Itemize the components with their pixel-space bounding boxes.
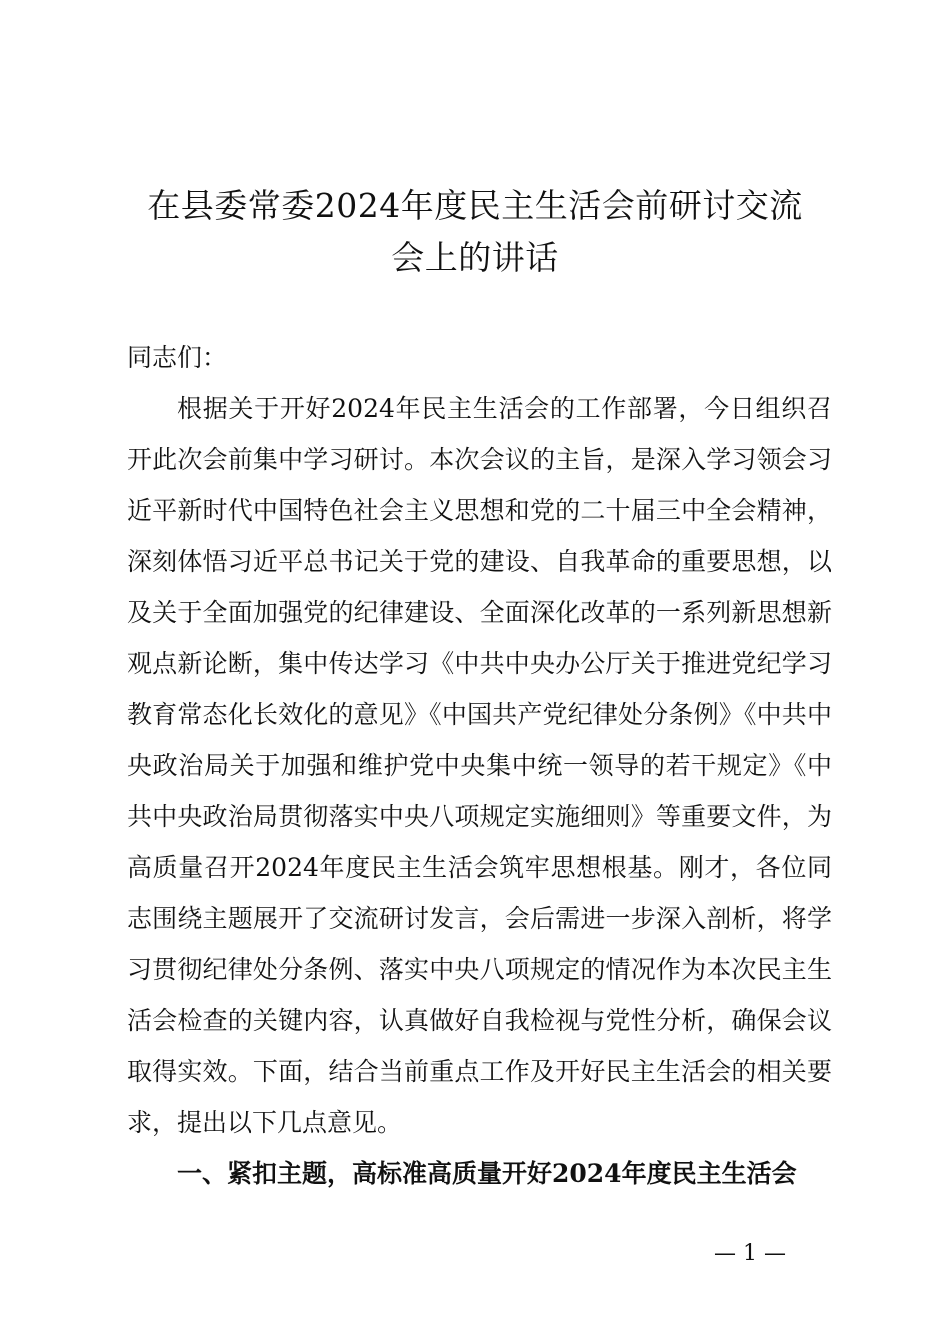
title-line-2: 会上的讲话 xyxy=(391,238,559,277)
document-body xyxy=(127,332,832,1199)
section-heading-1: 一、紧扣主题，高标准高质量开好2024年度民主生活会 xyxy=(177,1159,797,1188)
salutation: 同志们： xyxy=(127,343,228,372)
document-title xyxy=(120,180,830,284)
title-line-1: 在县委常委2024年度民主生活会前研讨交流 xyxy=(147,186,803,225)
paragraph-intro: 根据关于开好2024年民主生活会的工作部署，今日组织召开此次会前集中学习研讨。本次会议的主旨，是深入学习领会习近平新时代中国特色社会主义思想和党的二十届三中全会精神，深刻体悟习近平总书记关于党的建设、自我革命的重要思想，以及关于全面加强党的纪律建设、全面深化改革的一系列新思想新观点新论断，集中传达学习《中共中央办公厅关于推进党纪学习教育常态化长效化的意见》《中国共产党纪律处分条例》《中共中央政治局关于加强和维护党中央集中统一领导的若干规定》《中共中央政治局贯彻落实中央八项规定实施细则》等重要文件，为高质量召开2024年度民主生活会筑牢思想根基。刚才，各位同志围绕主题展开了交流研讨发言，会后需进一步深入剖析，将学习贯彻纪律处分条例、落实中央八项规定的情况作为本次民主生活会检查的关键内容，认真做好自我检视与党性分析，确保会议取得实效。下面，结合当前重点工作及开好民主生活会的相关要求，提出以下几点意见。 xyxy=(127,394,832,1137)
page-number: — 1 — xyxy=(714,1241,786,1266)
